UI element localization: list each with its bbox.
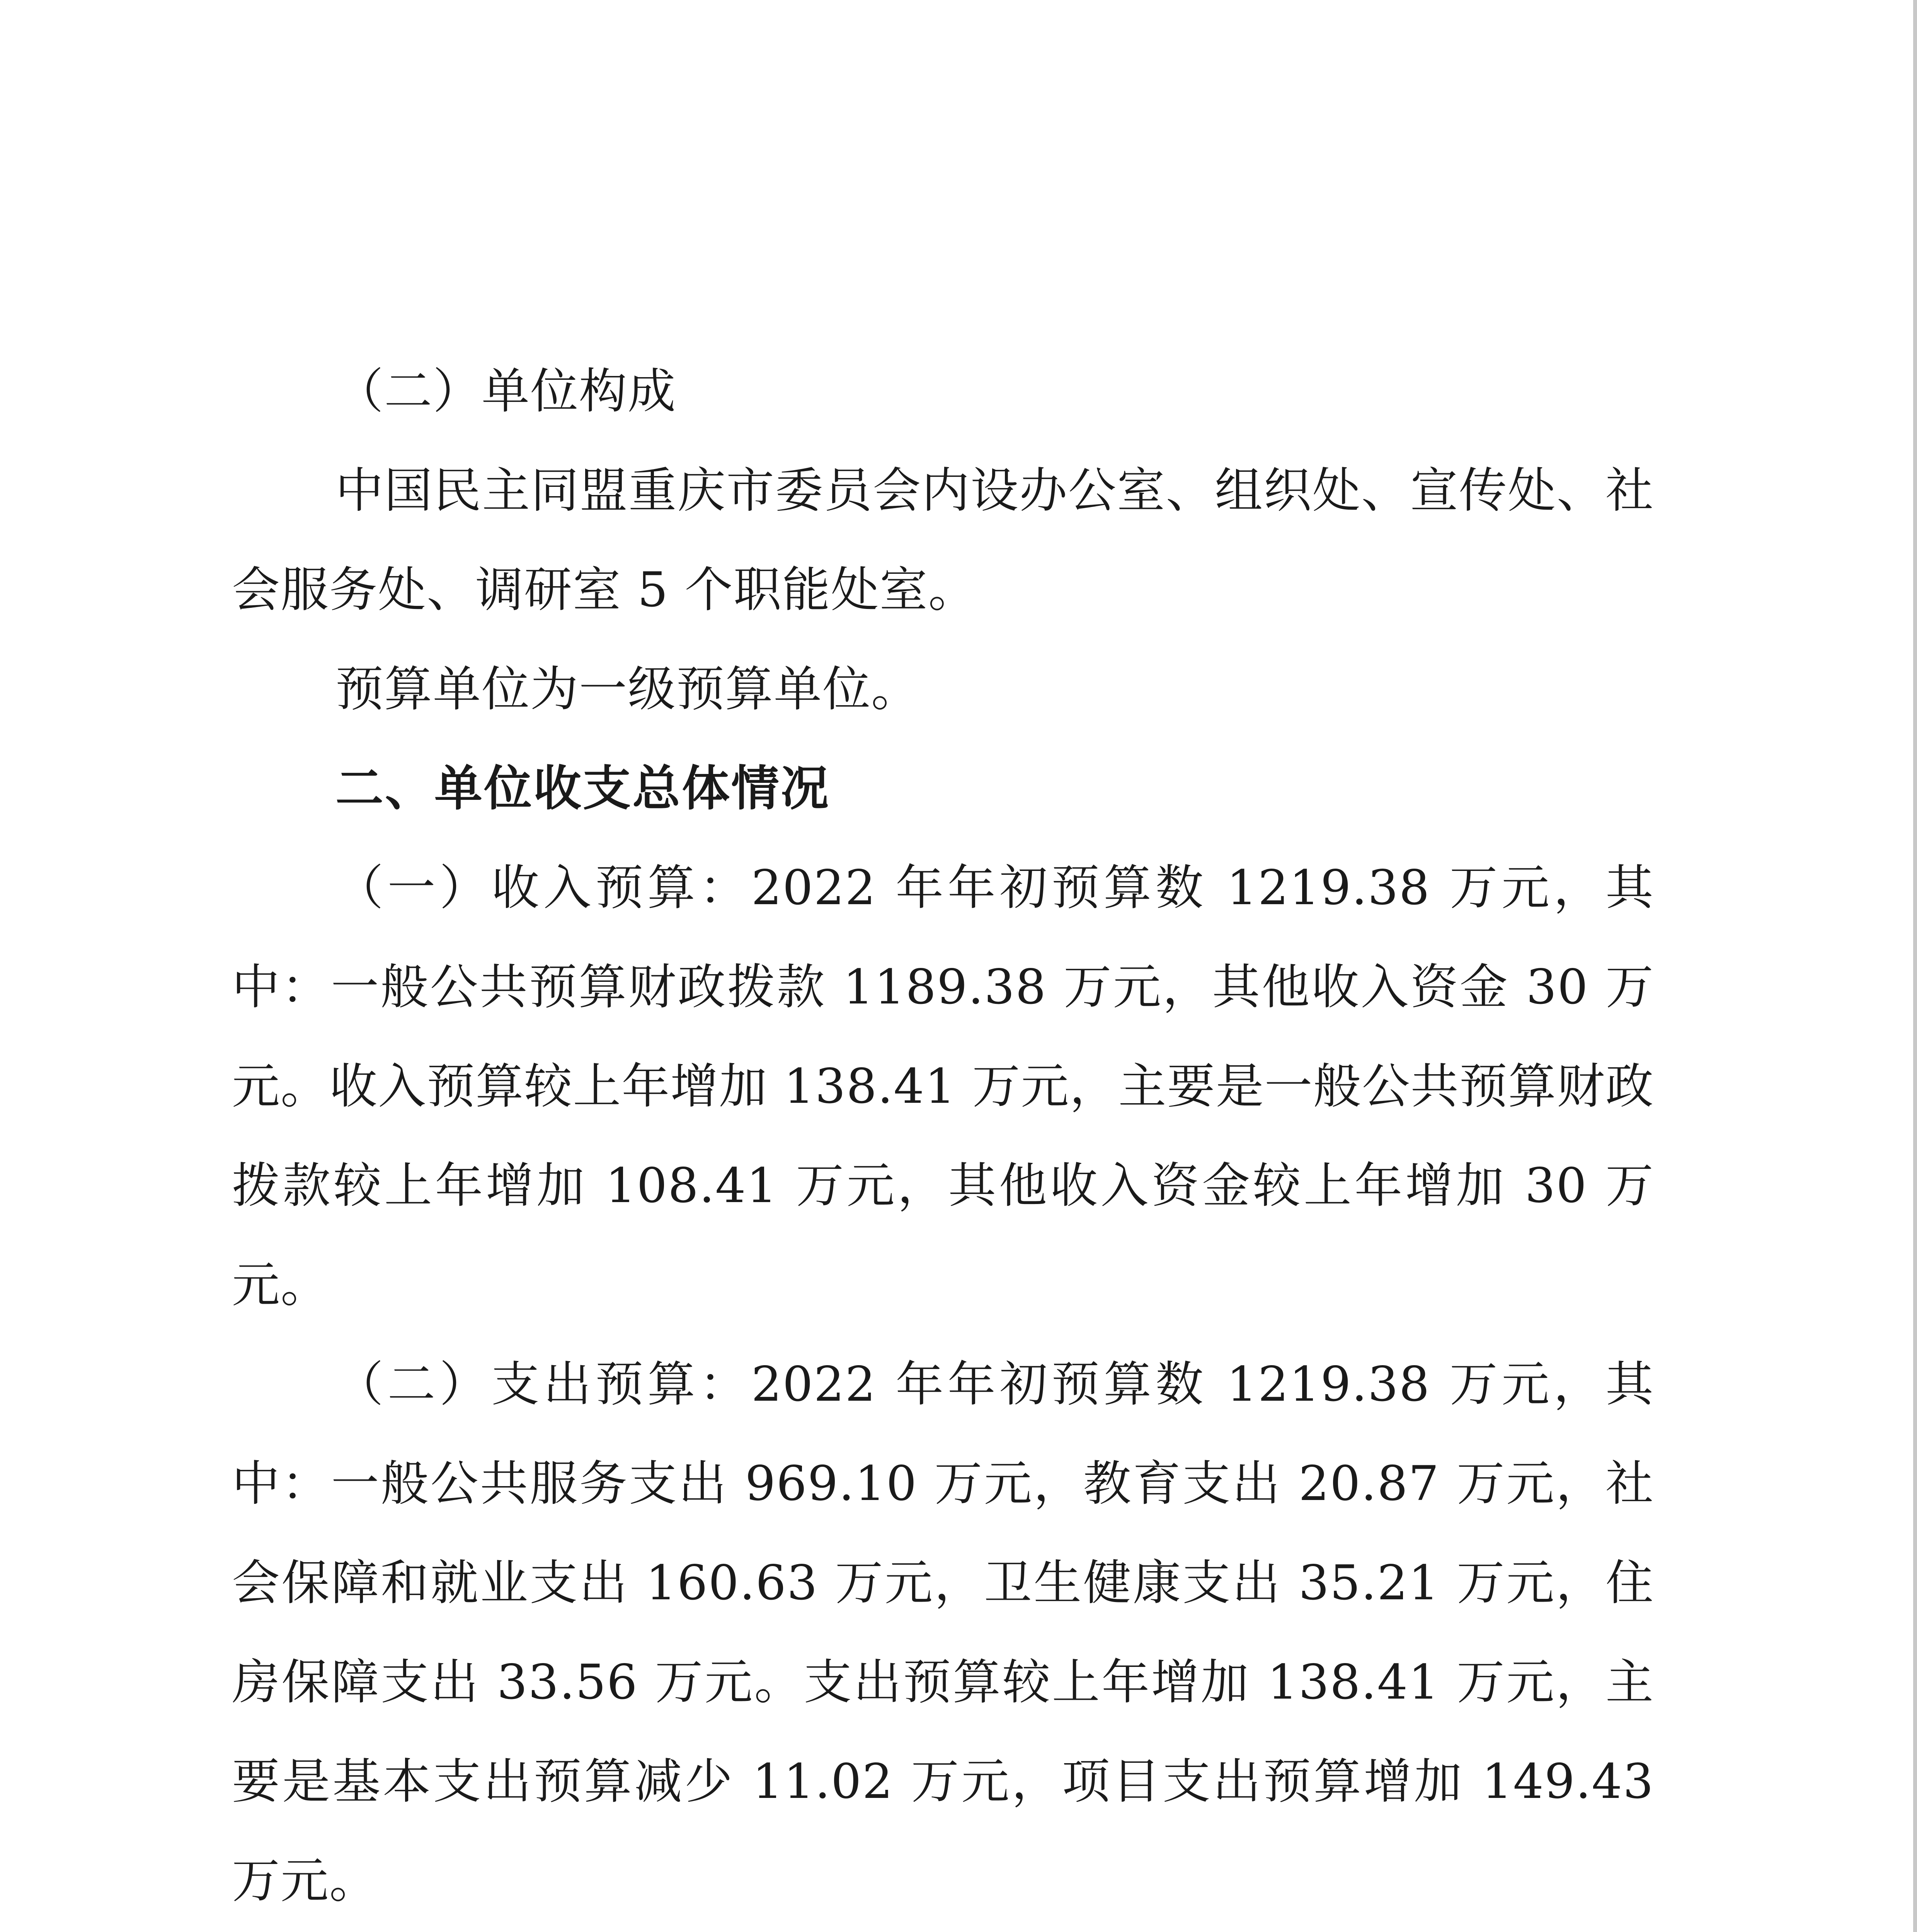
expenditure-budget-paragraph: （二）支出预算：2022 年年初预算数 1219.38 万元，其中：一般公共服务支出 969.10 万元，教育支出 20.87 万元，社会保障和就业支出 160.63 万元，卫生健康支出 35.21 万元，住房保障支出 33.56 万元。支出预算较上年增加 138.41 万元，主要是基本支出预算减少 11.02 万元，项目支出预算增加 149.43 万元。 [232, 1357, 1654, 1909]
unit-composition-paragraph: 中国民主同盟重庆市委员会内设办公室、组织处、宣传处、社会服务处、调研室 5 个职能处室。 [232, 463, 1654, 618]
income-budget-paragraph: （一）收入预算：2022 年年初预算数 1219.38 万元，其中：一般公共预算财政拨款 1189.38 万元，其他收入资金 30 万元。收入预算较上年增加 138.41 万元，主要是一般公共预算财政拨款较上年增加 108.41 万元，其他收入资金较上年增加 30 万元。 [232, 860, 1654, 1313]
budget-unit-level-paragraph: 预算单位为一级预算单位。 [335, 662, 920, 717]
section-two-heading: 二、单位收支总体情况 [335, 761, 831, 816]
document-body [232, 342, 1654, 1932]
scan-edge-divider [1913, 0, 1917, 1932]
subsection-unit-composition-title: （二）单位构成 [335, 364, 677, 419]
